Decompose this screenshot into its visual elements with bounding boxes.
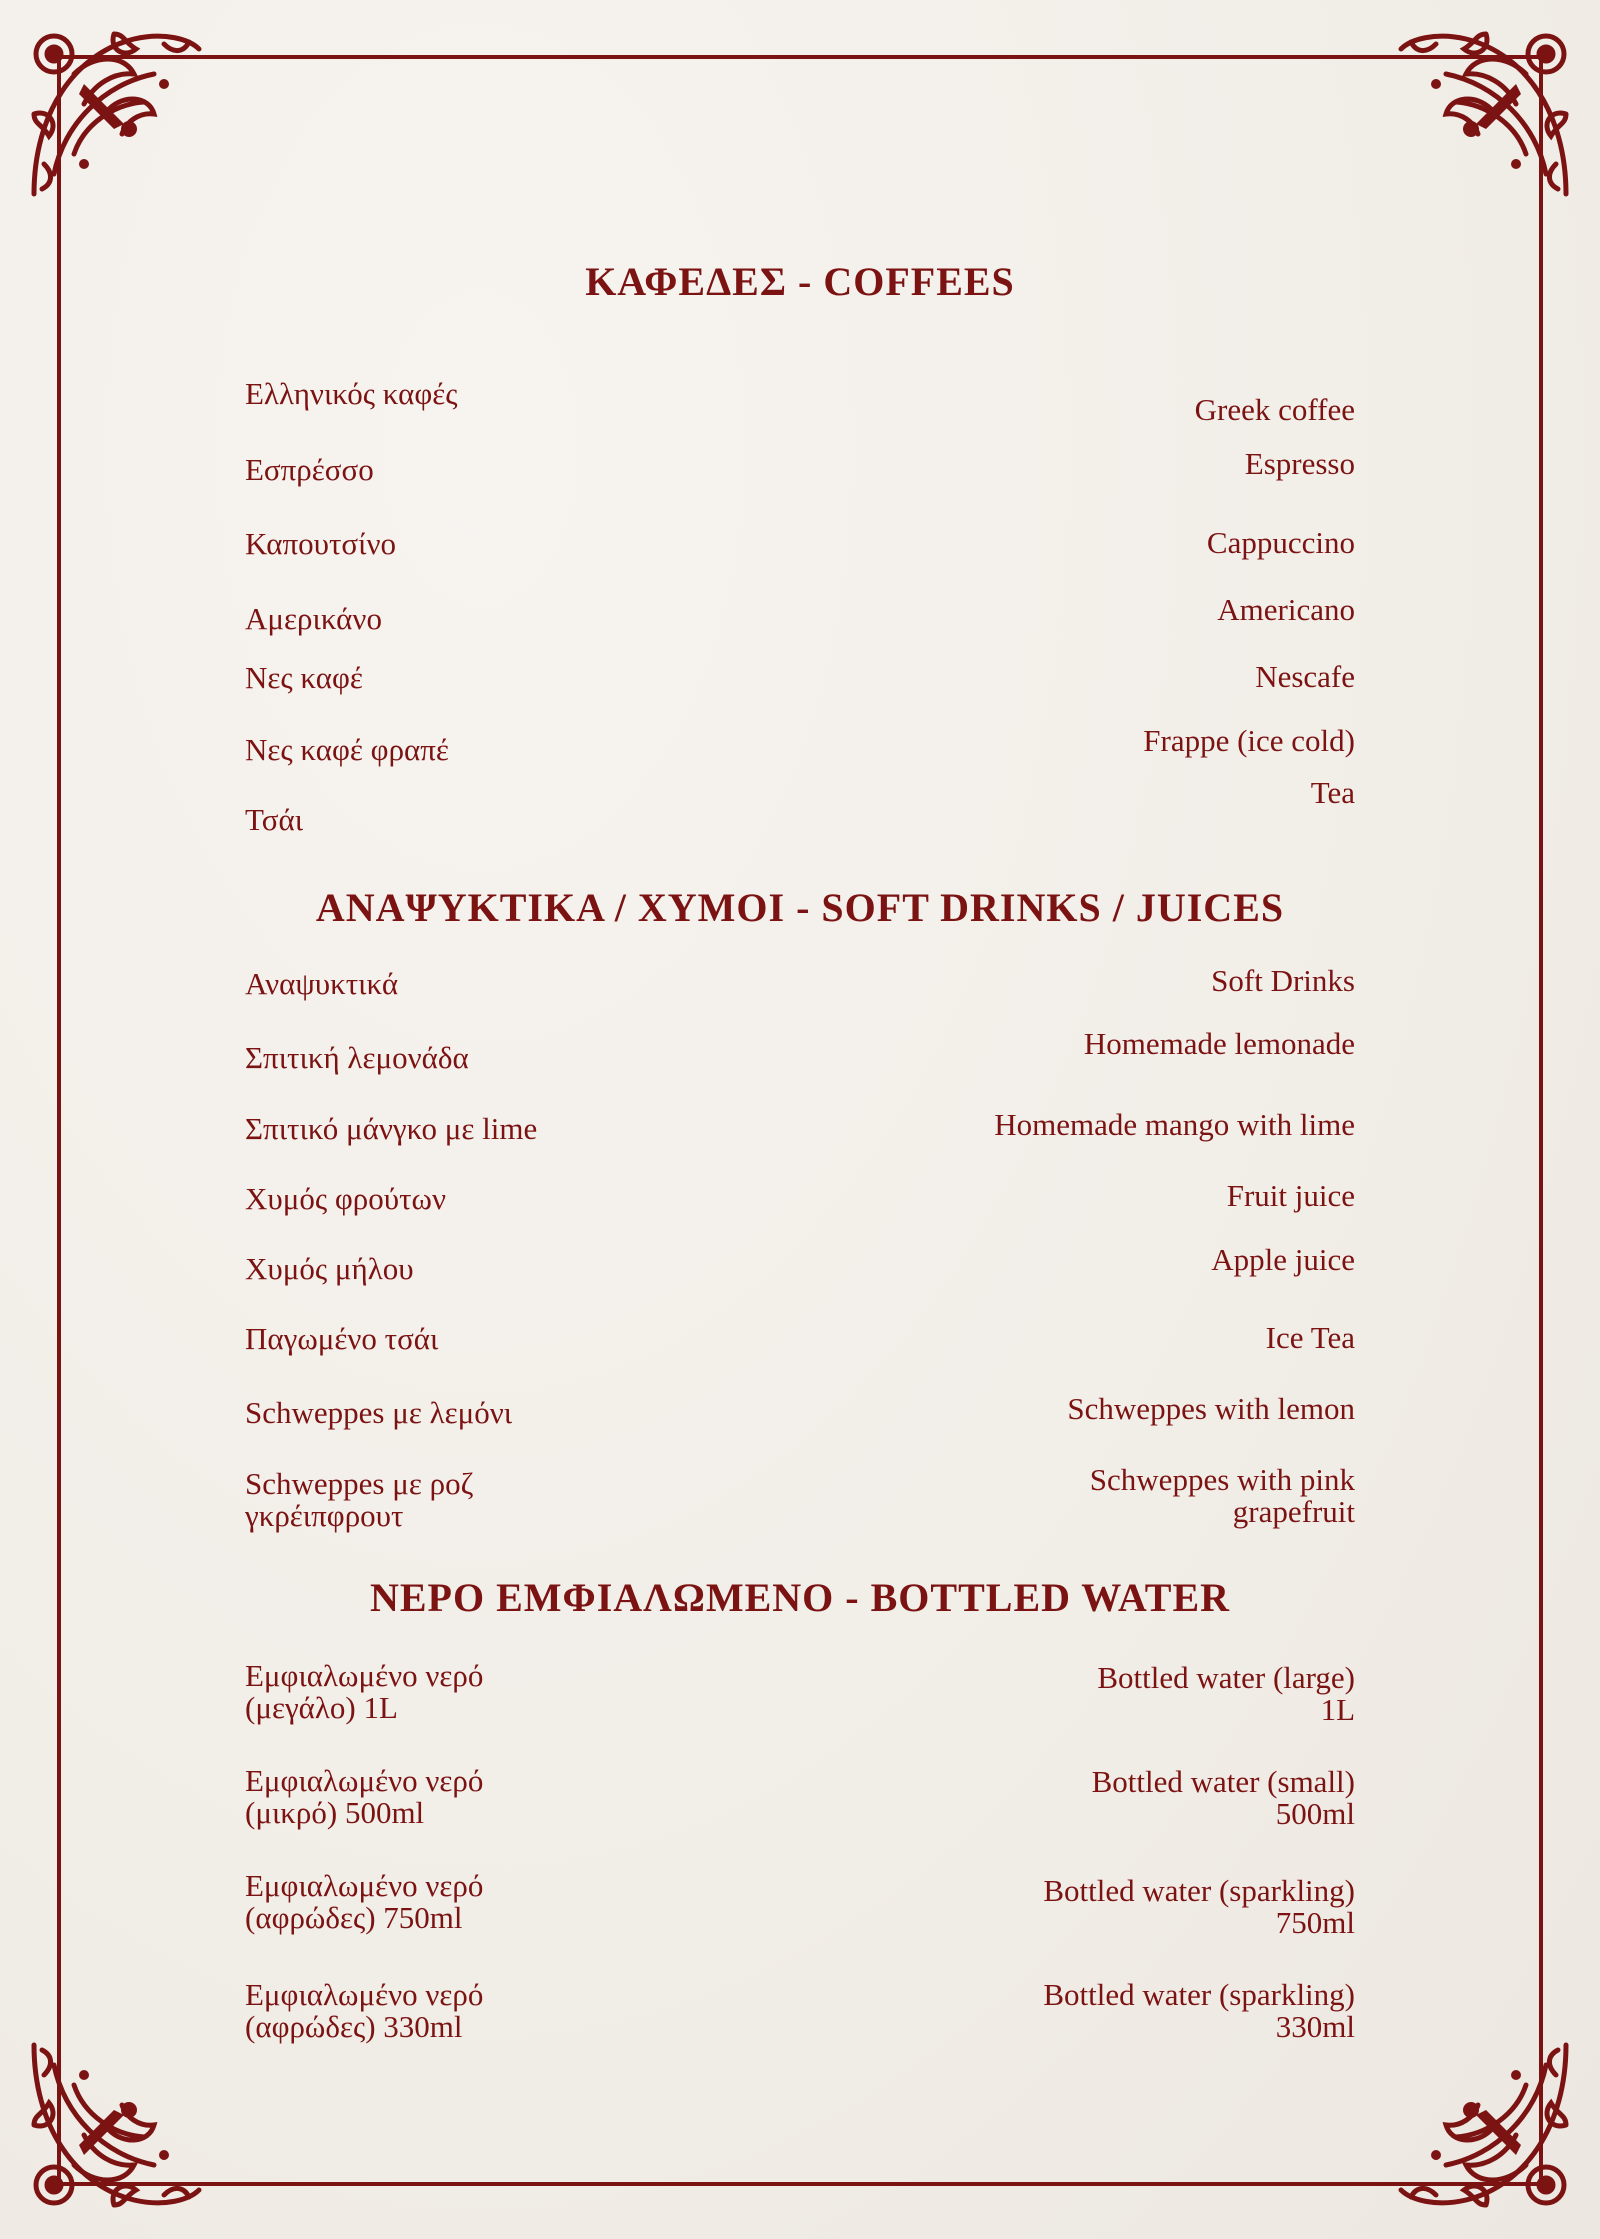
menu-item-english: Nescafe [1255,659,1355,694]
menu-item-greek: Αναψυκτικά [245,966,399,1001]
ornamental-flourish-icon [1386,14,1586,214]
menu-item-english: Frappe (ice cold) [1143,723,1355,758]
menu-item-english: Fruit juice [1226,1178,1355,1213]
menu-item-greek: Αμερικάνο [245,601,382,636]
menu-item-english: Bottled water (sparkling) 750ml [1043,1873,1355,1940]
menu-item-greek: Εμφιαλωμένο νερό (μικρό) 500ml [245,1763,484,1830]
menu-item-greek: Νες καφέ [245,660,363,695]
menu-item-greek: Τσάι [245,802,304,837]
menu-item-greek: Χυμός φρούτων [245,1181,446,1216]
menu-item-greek: Εμφιαλωμένο νερό (αφρώδες) 750ml [245,1868,484,1935]
menu-item-greek: Ελληνικός καφές [245,376,458,411]
menu-item-greek: Σπιτική λεμονάδα [245,1040,469,1075]
menu-item-greek: Schweppes με ροζ γκρέιπφρουτ [245,1466,474,1533]
ornamental-flourish-icon [14,14,214,214]
menu-item-greek: Σπιτικό μάνγκο με lime [245,1111,538,1146]
menu-item-english: Bottled water (small) 500ml [1091,1764,1355,1831]
menu-item-english: Ice Tea [1265,1320,1355,1355]
menu-item-english: Espresso [1244,446,1355,481]
menu-item-english: Cappuccino [1206,525,1355,560]
menu-item-greek: Παγωμένο τσάι [245,1321,439,1356]
menu-item-greek: Νες καφέ φραπέ [245,732,449,767]
menu-item-english: Bottled water (large) 1L [1097,1660,1355,1727]
menu-item-english: Apple juice [1211,1242,1355,1277]
menu-item-greek: Καπουτσίνο [245,526,397,561]
menu-item-english: Bottled water (sparkling) 330ml [1043,1977,1355,2044]
menu-item-english: Greek coffee [1194,392,1355,427]
section-title-coffees: ΚΑΦΕΔΕΣ - COFFEES [585,259,1015,304]
menu-item-english: Homemade lemonade [1083,1026,1355,1061]
section-title-bottled-water: ΝΕΡΟ ΕΜΦΙΑΛΩΜΕΝΟ - BOTTLED WATER [369,1575,1231,1620]
menu-item-english: Schweppes with pink grapefruit [1089,1462,1355,1529]
menu-item-greek: Εμφιαλωμένο νερό (αφρώδες) 330ml [245,1977,484,2044]
section-title-soft-drinks: ΑΝΑΨΥΚΤΙΚΑ / ΧΥΜΟΙ - SOFT DRINKS / JUICES [315,885,1285,930]
menu-item-greek: Εμφιαλωμένο νερό (μεγάλο) 1L [245,1658,484,1725]
menu-item-english: Tea [1310,775,1355,810]
ornamental-flourish-icon [1386,2025,1586,2225]
menu-item-greek: Χυμός μήλου [245,1251,414,1286]
menu-item-english: Soft Drinks [1211,963,1355,998]
menu-item-english: Schweppes with lemon [1067,1391,1355,1426]
menu-item-english: Homemade mango with lime [994,1107,1355,1142]
ornamental-flourish-icon [14,2025,214,2225]
menu-item-greek: Schweppes με λεμόνι [245,1395,513,1430]
menu-item-greek: Εσπρέσσο [245,452,374,487]
menu-item-english: Americano [1217,592,1355,627]
